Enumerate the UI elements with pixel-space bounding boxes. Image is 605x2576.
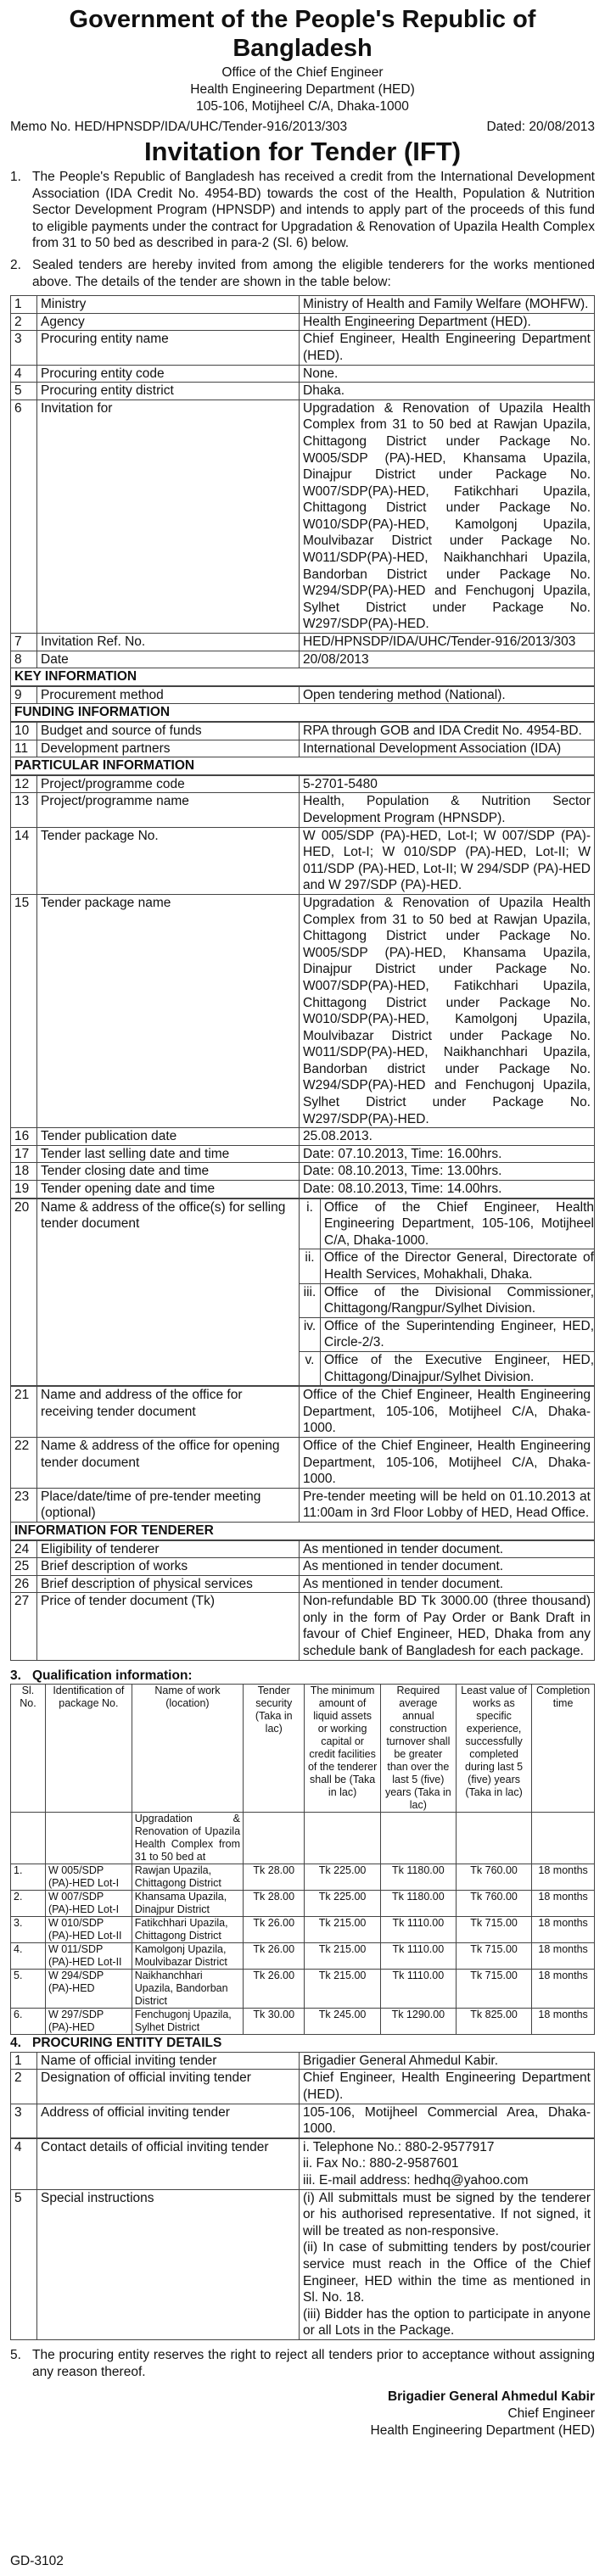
row-value: 20/08/2013 (300, 651, 595, 668)
empty-cell (456, 1813, 531, 1864)
row-label: Address of official inviting tender (37, 2104, 300, 2137)
row-value: International Development Association (IDA) (300, 740, 595, 757)
qualification-heading: 3. Qualification information: (10, 1668, 193, 1683)
table-row (11, 686, 595, 704)
row-label: Procuring entity code (37, 365, 300, 383)
row-value: Upgradation & Renovation of Upazila Health Complex from 31 to 50 bed at Rawjan Upazila, Chittagong District under Package No. W005/SDP (PA)-HED, Khansama Upazila, Dinajpur District under Package No. W007/SDP(PA)-HED, Fatikchhari Upazila, Chittagong District under Package No. W010/SDP(PA)-HED, Kamolgonj Upazila, Moulvibazar District under Package No. W011/SDP(PA)-HED, Naikhanchhari Upazila, Bandorban District under Package No. W294/SDP(PA)-HED and Fenchugonj Upazila, Sylhet District under Package No. W297/SDP(PA)-HED. (300, 400, 595, 633)
funding-information-table (10, 722, 595, 757)
column-header: The minimum amount of liquid assets or working capital or credit facilities of the tenderer shall be (Taka in lac) (305, 1685, 380, 1813)
cell-sl: 6. (11, 2009, 46, 2035)
table-row (11, 1575, 595, 1593)
list-item (300, 1283, 594, 1317)
cell-sec: Tk 28.00 (244, 1891, 305, 1917)
column-header: Sl. No. (11, 1685, 46, 1813)
row-number: 24 (11, 1540, 37, 1558)
table-row (11, 827, 595, 894)
empty-cell (11, 1813, 46, 1864)
table-row (11, 296, 595, 314)
table-row (11, 894, 595, 1127)
row-value: As mentioned in tender document. (300, 1540, 595, 1558)
table-row (11, 383, 595, 400)
signatory-designation: Chief Engineer (507, 2406, 595, 2422)
government-title: Government of the People's Republic of Bangladesh (69, 6, 536, 62)
section-particular-information: PARTICULAR INFORMATION (10, 757, 595, 775)
table-row (11, 1128, 595, 1146)
table-row (11, 1163, 595, 1181)
cell-exp: Tk 760.00 (456, 1891, 531, 1917)
table-row (11, 2104, 595, 2137)
row-number: 5 (11, 383, 37, 400)
notice-title: Invitation for Tender (IFT) (143, 137, 462, 166)
qualification-table (10, 1684, 595, 2035)
tender-details-table (10, 295, 595, 668)
row-number: 12 (11, 775, 37, 793)
row-label: Brief description of physical services (37, 1575, 300, 1593)
row-value: Non-refundable BD Tk 3000.00 (three thousand) only in the form of Pay Order or Bank Draft in favour of Chief Engineer, HED, Dhaka from any schedule bank of Bangladesh for each package. (300, 1593, 595, 1660)
column-header: Identification of package No. (45, 1685, 132, 1813)
row-value: As mentioned in tender document. (300, 1575, 595, 1593)
cell-turn: Tk 1110.00 (380, 1917, 456, 1943)
cell-work: Rawjan Upazila, Chittagong District (132, 1864, 243, 1891)
cell-liq: Tk 225.00 (305, 1891, 380, 1917)
cell-sec: Tk 30.00 (244, 2009, 305, 2035)
cell-pkg: W 007/SDP (PA)-HED Lot-I (45, 1891, 132, 1917)
cell-time: 18 months (532, 1864, 595, 1891)
section-information-for-tenderer: INFORMATION FOR TENDERER (10, 1523, 595, 1540)
cell-pkg: W 297/SDP (PA)-HED (45, 2009, 132, 2035)
row-value: HED/HPNSDP/IDA/UHC/Tender-916/2013/303 (300, 634, 595, 651)
row-label: Ministry (37, 296, 300, 314)
row-label: Brief description of works (37, 1558, 300, 1576)
row-label: Agency (37, 313, 300, 331)
cell-sec: Tk 26.00 (244, 1943, 305, 1970)
row-number: 1 (11, 2052, 37, 2070)
memo-line (10, 119, 595, 136)
office-name: Office of the Chief Engineer (221, 65, 384, 80)
row-number: 3 (11, 2104, 37, 2137)
final-clause: 5. The procuring entity reserves the right to reject all tenders prior to acceptance without assigning any reason thereof. (10, 2347, 595, 2379)
row-number: 11 (11, 740, 37, 757)
tenderer-information-table (10, 1540, 595, 1661)
table-row (11, 331, 595, 365)
table-row (11, 1891, 595, 1917)
row-label: Tender publication date (37, 1128, 300, 1146)
table-row (11, 1917, 595, 1943)
row-label: Procurement method (37, 686, 300, 704)
column-header: Name of work (location) (132, 1685, 243, 1813)
key-information-table (10, 686, 595, 705)
selling-offices-list (300, 1199, 594, 1386)
table-row (11, 313, 595, 331)
row-label: Name of official inviting tender (37, 2052, 300, 2070)
row-value: Date: 08.10.2013, Time: 14.00hrs. (300, 1181, 595, 1199)
empty-cell (244, 1813, 305, 1864)
row-label: Name & address of the office for opening tender document (37, 1437, 300, 1488)
row-value: Dhaka. (300, 383, 595, 400)
cell-sec: Tk 26.00 (244, 1917, 305, 1943)
row-number: 2 (11, 313, 37, 331)
row-number: 9 (11, 686, 37, 704)
table-row (11, 1970, 595, 2009)
row-value: Date: 08.10.2013, Time: 13.00hrs. (300, 1163, 595, 1181)
cell-work: Khansama Upazila, Dinajpur District (132, 1891, 243, 1917)
office-number: ii. (300, 1249, 321, 1282)
list-item (300, 1199, 594, 1249)
qualification-header-row (11, 1685, 595, 1813)
table-row (11, 634, 595, 651)
row-value: Brigadier General Ahmedul Kabir. (300, 2052, 595, 2070)
row-label: Tender package No. (37, 827, 300, 894)
row-value: Open tendering method (National). (300, 686, 595, 704)
cell-liq: Tk 245.00 (305, 2009, 380, 2035)
row-number: 4 (11, 365, 37, 383)
signatory-department: Health Engineering Department (HED) (370, 2423, 595, 2439)
section-funding-information: FUNDING INFORMATION (10, 704, 595, 722)
table-row (11, 1437, 595, 1488)
cell-work: Naikhanchhari Upazila, Bandorban District (132, 1970, 243, 2009)
cell-work: Fatikchhari Upazila, Chittagong District (132, 1917, 243, 1943)
row-value: Chief Engineer, Health Engineering Department (HED). (300, 2070, 595, 2104)
cell-work: Fenchugonj Upazila, Sylhet District (132, 2009, 243, 2035)
row-number: 6 (11, 400, 37, 633)
row-value: None. (300, 365, 595, 383)
row-label: Invitation Ref. No. (37, 634, 300, 651)
cell-pkg: W 011/SDP (PA)-HED Lot-II (45, 1943, 132, 1970)
table-row (11, 1387, 595, 1438)
list-item (300, 1351, 594, 1385)
row-label: Procuring entity district (37, 383, 300, 400)
table-row (11, 400, 595, 633)
office-text: Office of the Chief Engineer, Health Engineering Department, 105-106, Motijheel C/A, Dhaka-1000. (324, 1199, 594, 1248)
row-number: 2 (11, 2070, 37, 2104)
row-value: RPA through GOB and IDA Credit No. 4954-BD. (300, 723, 595, 740)
table-row (11, 1864, 595, 1891)
cell-pkg: W 294/SDP (PA)-HED (45, 1970, 132, 2009)
row-label: Budget and source of funds (37, 723, 300, 740)
cell-pkg: W 010/SDP (PA)-HED Lot-II (45, 1917, 132, 1943)
cell-sl: 4. (11, 1943, 46, 1970)
office-number: i. (300, 1199, 321, 1249)
row-number: 22 (11, 1437, 37, 1488)
selling-offices-table (10, 1199, 595, 1387)
row-label: Tender opening date and time (37, 1181, 300, 1199)
row-number: 21 (11, 1387, 37, 1438)
row-number: 8 (11, 651, 37, 668)
section-key-information: KEY INFORMATION (10, 668, 595, 686)
row-number: 27 (11, 1593, 37, 1660)
list-item (300, 1317, 594, 1351)
table-row (11, 1943, 595, 1970)
office-number: v. (300, 1352, 321, 1385)
row-number: 17 (11, 1145, 37, 1163)
procuring-entity-table (10, 2052, 595, 2138)
tender-notice (0, 5, 605, 2576)
intro-paragraphs (10, 169, 595, 290)
row-value: 5-2701-5480 (300, 775, 595, 793)
memo-number: Memo No. HED/HPNSDP/IDA/UHC/Tender-916/2013/303 (10, 120, 348, 134)
row-label: Eligibility of tenderer (37, 1540, 300, 1558)
line: i. Telephone No.: 880-2-9577917 (303, 2139, 495, 2154)
cell-exp: Tk 825.00 (456, 2009, 531, 2035)
office-number: iii. (300, 1284, 321, 1317)
row-number: 10 (11, 723, 37, 740)
memo-date: Dated: 20/08/2013 (486, 120, 595, 134)
cell-time: 18 months (532, 1970, 595, 2009)
office-number: iv. (300, 1318, 321, 1351)
cell-time: 18 months (532, 1943, 595, 1970)
row-value: Office of the Chief Engineer, Health Engineering Department, 105-106, Motijheel C/A, Dhaka-1000. (300, 1437, 595, 1488)
footer-code: GD-3102 (10, 2554, 64, 2568)
cell-sl: 2. (11, 1891, 46, 1917)
column-header: Tender security (Taka in lac) (244, 1685, 305, 1813)
row-number: 25 (11, 1558, 37, 1576)
table-row (11, 793, 595, 827)
paragraph-number: 1. (10, 170, 21, 184)
row-number: 1 (11, 296, 37, 314)
cell-turn: Tk 1180.00 (380, 1864, 456, 1891)
cell-sec: Tk 28.00 (244, 1864, 305, 1891)
column-header: Required average annual construction turnover shall be greater than over the last 5 (five) years (Taka in lac) (380, 1685, 456, 1813)
row-label: Tender package name (37, 894, 300, 1127)
row-label: Place/date/time of pre-tender meeting (optional) (37, 1488, 300, 1522)
office-text: Office of the Director General, Directorate of Health Services, Mohakhali, Dhaka. (324, 1250, 594, 1282)
table-row (11, 1558, 595, 1576)
work-intro: Upgradation & Renovation of Upazila Health Complex from 31 to 50 bed at (132, 1813, 243, 1864)
paragraph-text: Sealed tenders are hereby invited from among the eligible tenderers for the works mentioned above. The details of the tender are shown in the table below: (32, 257, 595, 289)
intro-paragraph (10, 257, 595, 290)
paragraph-text: The People's Republic of Bangladesh has received a credit from the International Development Association (IDA Credit No. 4954-BD) towards the cost of the Health, Population & Nutrition Sector Development Program (HPNSDP) and intends to apply part of the proceeds of this fund to eligible payments under the contract for Upgradation & Renovation of Upazila Health Complex from 31 to 50 bed as described in para-2 (Sl. 6) below. (32, 170, 595, 251)
row-number: 13 (11, 793, 37, 827)
office-address: 105-106, Motijheel C/A, Dhaka-1000 (196, 99, 409, 114)
intro-paragraph (10, 169, 595, 252)
cell-liq: Tk 225.00 (305, 1864, 380, 1891)
row-label: Price of tender document (Tk) (37, 1593, 300, 1660)
table-row: 5 Special instructions (i) All submittals must be signed by the tenderer or his authorised representative. If not signed, it will be treated as non-responsive. (ii) In case of submitting tenders by post/courier service must reach in the Office of the Chief Engineer, HED within the time as mentioned in Sl. No. 18. (iii) Bidder has the option to participate in anyone or all Lots in the Package. (11, 2189, 595, 2339)
cell-time: 18 months (532, 2009, 595, 2035)
receiving-opening-table (10, 1386, 595, 1523)
table-row (11, 1199, 595, 1386)
table-row (11, 1181, 595, 1199)
row-value: 25.08.2013. (300, 1128, 595, 1146)
row-number: 26 (11, 1575, 37, 1593)
table-row (11, 1540, 595, 1558)
row-number: 20 (11, 1199, 37, 1386)
department-name: Health Engineering Department (HED) (190, 82, 415, 97)
empty-cell (305, 1813, 380, 1864)
row-value: Health, Population & Nutrition Sector Development Program (HPNSDP). (300, 793, 595, 827)
row-number: 23 (11, 1488, 37, 1522)
cell-liq: Tk 215.00 (305, 1943, 380, 1970)
table-row (11, 365, 595, 383)
row-label: Project/programme name (37, 793, 300, 827)
procuring-contact-table (10, 2138, 595, 2340)
line: (i) All submittals must be signed by the tenderer or his authorised representative. If not signed, it will be treated as non-responsive. (303, 2190, 591, 2238)
table-row (11, 740, 595, 757)
line: (iii) Bidder has the option to participate in anyone or all Lots in the Package. (303, 2306, 591, 2339)
cell-pkg: W 005/SDP (PA)-HED Lot-I (45, 1864, 132, 1891)
cell-liq: Tk 215.00 (305, 1970, 380, 2009)
row-label: Procuring entity name (37, 331, 300, 365)
cell-work: Kamolgonj Upazila, Moulvibazar District (132, 1943, 243, 1970)
cell-turn: Tk 1110.00 (380, 1943, 456, 1970)
table-row (11, 723, 595, 740)
cell-turn: Tk 1110.00 (380, 1970, 456, 2009)
row-label: Invitation for (37, 400, 300, 633)
row-number: 7 (11, 634, 37, 651)
row-number: 15 (11, 894, 37, 1127)
line: iii. E-mail address: hedhq@yahoo.com (303, 2173, 529, 2188)
row-number: 3 (11, 331, 37, 365)
row-number: 19 (11, 1181, 37, 1199)
table-row (11, 2052, 595, 2070)
row-label: Development partners (37, 740, 300, 757)
cell-sl: 1. (11, 1864, 46, 1891)
cell-liq: Tk 215.00 (305, 1917, 380, 1943)
paragraph-number: 2. (10, 257, 21, 272)
row-label: Tender closing date and time (37, 1163, 300, 1181)
cell-sl: 5. (11, 1970, 46, 2009)
table-row (11, 651, 595, 668)
office-text: Office of the Executive Engineer, HED, Chittagong/Dinajpur/Sylhet Division. (324, 1352, 594, 1384)
row-number: 18 (11, 1163, 37, 1181)
table-row (11, 775, 595, 793)
table-row (11, 2070, 595, 2104)
empty-cell (45, 1813, 132, 1864)
row-label: Name and address of the office for receiving tender document (37, 1387, 300, 1438)
row-value: Chief Engineer, Health Engineering Department (HED). (300, 331, 595, 365)
office-text: Office of the Divisional Commissioner, Chittagong/Rangpur/Sylhet Division. (324, 1284, 594, 1316)
column-header: Completion time (532, 1685, 595, 1813)
cell-exp: Tk 715.00 (456, 1970, 531, 2009)
cell-time: 18 months (532, 1891, 595, 1917)
procuring-heading: 4. PROCURING ENTITY DETAILS (10, 2036, 222, 2051)
empty-cell (380, 1813, 456, 1864)
special-instructions (300, 2189, 595, 2339)
row-label: Name & address of the office(s) for selling tender document (37, 1199, 300, 1386)
row-value: 105-106, Motijheel Commercial Area, Dhaka-1000. (300, 2104, 595, 2137)
table-row (11, 1145, 595, 1163)
signatory-name: Brigadier General Ahmedul Kabir (387, 2389, 595, 2405)
row-value: Ministry of Health and Family Welfare (MOHFW). (300, 296, 595, 314)
cell-sec: Tk 26.00 (244, 1970, 305, 2009)
row-value: Health Engineering Department (HED). (300, 313, 595, 331)
particular-information-table (10, 775, 595, 1199)
line: ii. Fax No.: 880-2-9587601 (303, 2156, 459, 2171)
table-row (11, 2009, 595, 2035)
cell-exp: Tk 715.00 (456, 1917, 531, 1943)
cell-turn: Tk 1290.00 (380, 2009, 456, 2035)
empty-cell (532, 1813, 595, 1864)
row-label: Date (37, 651, 300, 668)
row-value: Pre-tender meeting will be held on 01.10.2013 at 11:00am in 3rd Floor Lobby of HED, Head Office. (300, 1488, 595, 1522)
row-value: Date: 07.10.2013, Time: 16.00hrs. (300, 1145, 595, 1163)
row-label: Designation of official inviting tender (37, 2070, 300, 2104)
row-number: 14 (11, 827, 37, 894)
table-row: 4 Contact details of official inviting tender i. Telephone No.: 880-2-9577917 ii. Fax No.: 880-2-9587601 iii. E-mail address: hedhq@yahoo.com (11, 2138, 595, 2189)
cell-time: 18 months (532, 1917, 595, 1943)
row-value: As mentioned in tender document. (300, 1558, 595, 1576)
column-header: Least value of works as specific experience, successfully completed during last 5 (five) years (Taka in lac) (456, 1685, 531, 1813)
office-text: Office of the Superintending Engineer, HED, Circle-2/3. (324, 1318, 594, 1350)
cell-exp: Tk 760.00 (456, 1864, 531, 1891)
line: (ii) In case of submitting tenders by post/courier service must reach in the Office of the Chief Engineer, HED within the time as mentioned in Sl. No. 18. (303, 2240, 591, 2305)
row-value: W 005/SDP (PA)-HED, Lot-I; W 007/SDP (PA)-HED, Lot-I; W 010/SDP (PA)-HED, Lot-II; W 011/SDP (PA)-HED, Lot-II; W 294/SDP (PA)-HED and W 297/SDP (PA)-HED. (300, 827, 595, 894)
row-number: 16 (11, 1128, 37, 1146)
row-value: Office of the Chief Engineer, Health Engineering Department, 105-106, Motijheel C/A, Dhaka-1000. (300, 1387, 595, 1438)
list-item (300, 1249, 594, 1282)
contact-details (300, 2138, 595, 2189)
row-label: Tender last selling date and time (37, 1145, 300, 1163)
signature-block (10, 2389, 595, 2439)
row-value: Upgradation & Renovation of Upazila Health Complex from 31 to 50 bed at Rawjan Upazila, Chittagong District under Package No. W005/SDP (PA)-HED, Khansama Upazila, Dinajpur District under Package No. W007/SDP(PA)-HED, Fatikchhari Upazila, Chittagong District under Package No. W010/SDP(PA)-HED, Kamolgonj Upazila, Moulvibazar District under Package No. W011/SDP(PA)-HED, Naikhanchhari Upazila, Bandorban district under Package No. W294/SDP(PA)-HED and Fenchugonj Upazila, Sylhet District under Package No. W297/SDP(PA)-HED. (300, 894, 595, 1127)
table-row (11, 1593, 595, 1660)
cell-sl: 3. (11, 1917, 46, 1943)
row-label: Project/programme code (37, 775, 300, 793)
qualification-intro-row (11, 1813, 595, 1864)
cell-exp: Tk 715.00 (456, 1943, 531, 1970)
cell-turn: Tk 1180.00 (380, 1891, 456, 1917)
row-value (300, 1199, 595, 1386)
table-row (11, 1488, 595, 1522)
